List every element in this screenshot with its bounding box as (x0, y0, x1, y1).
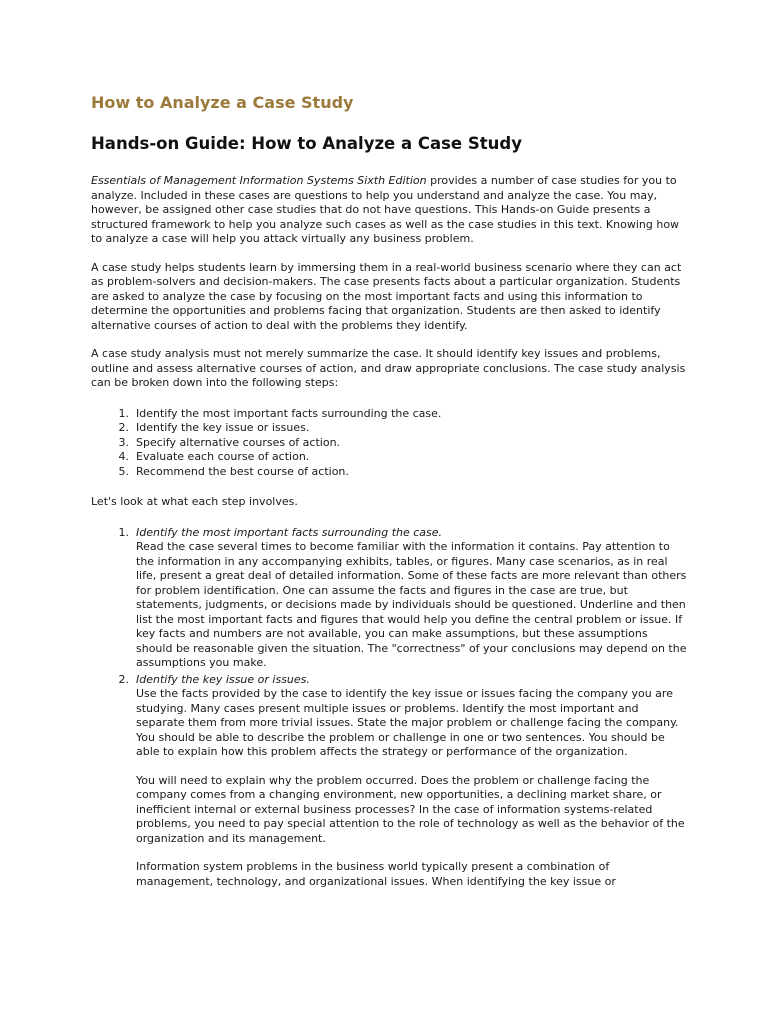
steps-list (91, 407, 687, 480)
intro-text: provides a number of case studies for you to analyze. Included in these cases are questions to help you understand and analyze the case. You may, however, be assigned other case studies that do not have questions. This Hands-on Guide presents a structured framework to help you analyze such cases as well as the case studies in this text. Knowing how to analyze a case will help you attack virtually any business problem. (91, 174, 680, 245)
step-number: 4. (118, 450, 129, 463)
detail-subparagraph: Information system problems in the business world typically present a combination of management, technology, and organizational issues. When identifying the key issue or (136, 860, 616, 888)
detail-number: 1. (118, 525, 129, 539)
step-number: 5. (118, 464, 129, 478)
lets-look-paragraph: Let's look at what each step involves. (91, 495, 298, 508)
list-item (91, 407, 687, 422)
step-text: Identify the most important facts surrounding the case. (136, 406, 442, 420)
step-text: Recommend the best course of action. (136, 464, 349, 478)
paragraph-analysis: A case study analysis must not merely summarize the case. It should identify key issues and problems, outline and assess alternative courses of action, and draw appropriate conclusions. The case study analysis can be broken down into the following steps: (91, 347, 686, 389)
details-list (91, 526, 687, 890)
guide-title: Hands-on Guide: How to Analyze a Case Study (91, 134, 522, 153)
step-number: 1. (118, 406, 129, 420)
site-title: How to Analyze a Case Study (91, 93, 354, 112)
list-item (91, 421, 687, 436)
book-title: Essentials of Management Information Systems Sixth Edition (91, 174, 427, 187)
detail-subparagraph: You will need to explain why the problem occurred. Does the problem or challenge facing the company comes from a changing environment, new opportunities, a declining market share, or inefficient internal or external business processes? In the case of information systems-related problems, you need to pay special attention to the role of technology as well as the behavior of the organization and its management. (136, 773, 685, 845)
detail-item (91, 526, 687, 671)
document-page (91, 92, 687, 889)
step-text: Identify the key issue or issues. (136, 421, 310, 434)
detail-title: Identify the key issue or issues. (136, 672, 310, 686)
detail-title: Identify the most important facts surrounding the case. (136, 525, 443, 539)
detail-item (91, 673, 687, 890)
detail-body: Use the facts provided by the case to identify the key issue or issues facing the company you are studying. Many cases present multiple issues or problems. Identify the most important and separate them from more trivial issues. State the major problem or challenge facing the company. You should be able to describe the problem or challenge in one or two sentences. You should be able to explain how this problem affects the strategy or performance of the organization. (136, 687, 679, 758)
step-text: Specify alternative courses of action. (136, 435, 341, 449)
step-number: 2. (118, 421, 129, 434)
step-text: Evaluate each course of action. (136, 450, 310, 463)
list-item (91, 436, 687, 451)
detail-number: 2. (118, 672, 129, 686)
list-item (91, 465, 687, 480)
step-number: 3. (118, 435, 129, 449)
intro-paragraph (91, 174, 687, 247)
detail-body: Read the case several times to become familiar with the information it contains. Pay attention to the information in any accompanying exhibits, tables, or figures. Many case scenarios, as in real life, present a great deal of detailed information. Some of these facts are more relevant than others for problem identification. One can assume the facts and figures in the case are true, but statements, judgments, or decisions made by individuals should be questioned. Underline and then list the most important facts and figures that would help you define the central problem or issue. If key facts and numbers are not available, you can make assumptions, but these assumptions should be reasonable given the situation. The "correctness" of your conclusions may depend on the assumptions you make. (136, 540, 687, 669)
list-item (91, 450, 687, 465)
paragraph-case-study: A case study helps students learn by immersing them in a real-world business scenario where they can act as problem-solvers and decision-makers. The case presents facts about a particular organization. Students are asked to analyze the case by focusing on the most important facts and using this information to determine the opportunities and problems facing that organization. Students are then asked to identify alternative courses of action to deal with the problems they identify. (91, 260, 682, 332)
